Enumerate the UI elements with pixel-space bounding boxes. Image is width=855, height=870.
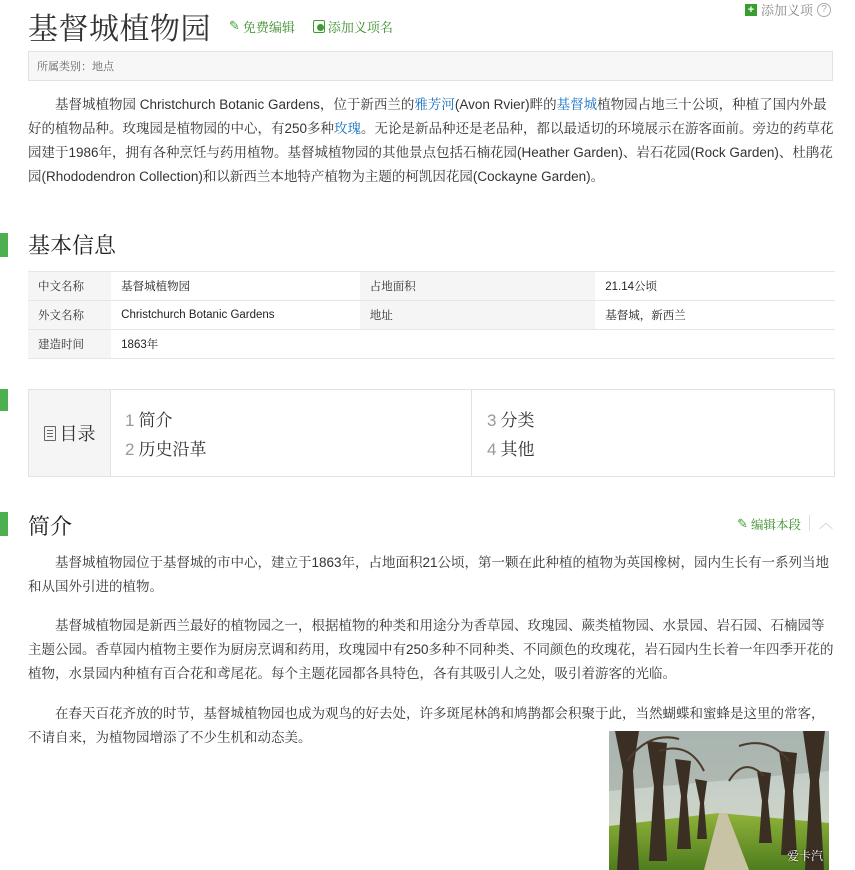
info-value: 基督城，新西兰 xyxy=(595,301,835,330)
basic-info-title: 基本信息 xyxy=(28,233,117,258)
free-edit-label: 免费编辑 xyxy=(242,19,295,35)
table-row xyxy=(28,330,835,359)
chevron-up-icon[interactable]: ︿ xyxy=(819,515,833,531)
edit-section-button[interactable] xyxy=(737,515,801,533)
info-key: 中文名称 xyxy=(28,272,111,301)
info-key: 地址 xyxy=(360,301,596,330)
toc-number: 2 xyxy=(125,440,135,459)
toc-header xyxy=(29,390,111,476)
add-entry-top-label: 添加义项 xyxy=(760,3,813,18)
toc-number: 4 xyxy=(487,440,497,459)
edit-section-label: 编辑本段 xyxy=(750,518,801,532)
toc-item-history[interactable] xyxy=(125,435,206,464)
intro-paragraph xyxy=(28,93,836,189)
info-value: 1863年 xyxy=(111,330,360,359)
intro-text-3: 植物园占地三十公顷，种植了国内外最好的植物品种。玫瑰园是植物园的中心，有250多种 xyxy=(28,97,827,136)
add-entry-label: 添加义项名 xyxy=(327,19,393,35)
info-empty xyxy=(360,330,596,359)
info-value: 21.14公顷 xyxy=(595,272,835,301)
toc-column-right xyxy=(487,406,534,464)
summary-paragraph-3: 在春天百花齐放的时节，基督城植物园也成为观鸟的好去处，许多斑尾林鸽和鸠鹊都会积聚于此，当然蝴蝶和蜜蜂是这里的常客，不请自来，为植物园增添了不少生机和动态美。 xyxy=(28,706,825,745)
section-marker xyxy=(0,233,8,257)
info-key: 建造时间 xyxy=(28,330,111,359)
pencil-icon: ✎ xyxy=(229,18,240,33)
intro-text-4: 。无论是新品种还是老品种，都以最适切的环境展示在游客面前。旁边的药草花园建于1986年，拥有各种烹饪与药用植物。基督城植物园的其他景点包括石楠花园(Heather Garden)、岩石花园(Rock Garden)、杜鹃花园(Rhododendron Collection)和以新西兰本地特产植物为主题的柯凯因花园(Cockayne Garden)。 xyxy=(28,121,834,184)
summary-paragraph-2: 基督城植物园是新西兰最好的植物园之一，根据植物的种类和用途分为香草园、玫瑰园、蕨类植物园、水景园、岩石园、石楠园等主题公园。香草园内植物主要作为厨房烹调和药用，玫瑰园中有250多种不同种类、不同颜色的玫瑰花，岩石园内生长着一年四季开花的植物，水景园内种植有百合花和鸢尾花。每个主题花园都各具特色，各有其吸引人之处，吸引着游客的光临。 xyxy=(28,618,834,681)
info-value: 基督城植物园 xyxy=(111,272,360,301)
category-bar: 所属类别：地点 xyxy=(28,51,833,81)
list-icon xyxy=(44,426,56,441)
toc-item-other[interactable] xyxy=(487,435,534,464)
page-title: 基督城植物园 xyxy=(28,13,211,46)
toc-label: 目录 xyxy=(59,424,96,444)
garden-photo[interactable] xyxy=(609,731,829,870)
help-icon[interactable]: ? xyxy=(817,3,831,17)
add-entry-icon xyxy=(313,20,325,33)
toc-item-categories[interactable] xyxy=(487,406,534,435)
toc-text: 简介 xyxy=(138,411,173,430)
info-key: 占地面积 xyxy=(360,272,596,301)
summary-paragraph-1: 基督城植物园位于基督城的市中心，建立于1863年，占地面积21公顷，第一颗在此种植的植物为英国橡树，园内生长有一系列当地和从国外引进的植物。 xyxy=(28,555,830,594)
toc-number: 1 xyxy=(125,411,135,430)
toc-text: 其他 xyxy=(500,440,535,459)
section-marker xyxy=(0,512,8,536)
plus-icon: + xyxy=(745,4,757,16)
toc-column-left xyxy=(125,406,206,464)
info-empty xyxy=(595,330,835,359)
table-of-contents xyxy=(28,389,835,477)
image-caption: 爱卡汽 xyxy=(786,849,823,863)
link-rose[interactable]: 玫瑰 xyxy=(334,121,362,136)
intro-text-1: 基督城植物园 Christchurch Botanic Gardens，位于新西兰的 xyxy=(55,97,415,112)
pencil-icon: ✎ xyxy=(737,516,748,531)
divider xyxy=(809,515,810,531)
toc-item-summary[interactable] xyxy=(125,406,206,435)
toc-divider xyxy=(471,390,472,476)
title-row xyxy=(28,4,393,48)
free-edit-button[interactable] xyxy=(229,17,295,36)
table-row xyxy=(28,301,835,330)
add-entry-top[interactable] xyxy=(745,0,831,19)
toc-number: 3 xyxy=(487,411,497,430)
table-row xyxy=(28,272,835,301)
summary-title: 简介 xyxy=(28,514,73,539)
info-key: 外文名称 xyxy=(28,301,111,330)
toc-text: 历史沿革 xyxy=(138,440,207,459)
section-marker xyxy=(0,389,8,411)
link-christchurch[interactable]: 基督城 xyxy=(556,97,598,112)
toc-text: 分类 xyxy=(500,411,535,430)
link-avon-river[interactable]: 雅芳河 xyxy=(414,97,455,112)
add-entry-button[interactable] xyxy=(313,17,393,36)
info-value: Christchurch Botanic Gardens xyxy=(111,301,360,330)
basic-info-table xyxy=(28,271,835,359)
intro-text-2: (Avon Rvier)畔的 xyxy=(454,97,557,112)
